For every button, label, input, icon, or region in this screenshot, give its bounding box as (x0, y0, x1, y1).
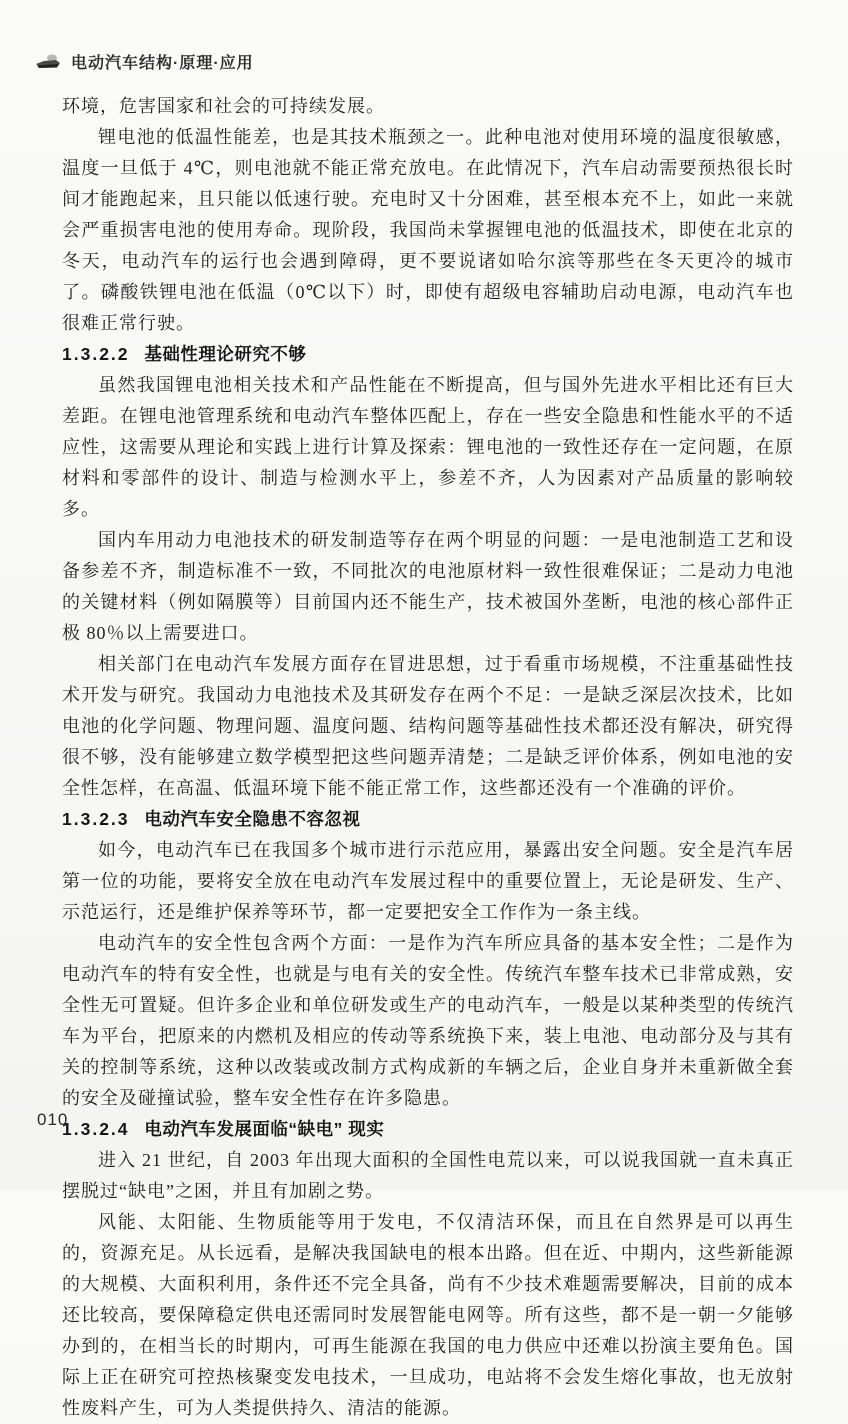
body-paragraph: 锂电池的低温性能差，也是其技术瓶颈之一。此种电池对使用环境的温度很敏感，温度一旦低于 4℃，则电池就不能正常充放电。在此情况下，汽车启动需要预热很长时间才能跑起来，且只能以低速行驶。充电时又十分困难，甚至根本充不上，如此一来就会严重损害电池的使用寿命。现阶段，我国尚未掌握锂电池的低温技术，即使在北京的冬天，电动汽车的运行也会遇到障碍，更不要说诸如哈尔滨等那些在冬天更冷的城市了。磷酸铁锂电池在低温（0℃以下）时，即使有超级电容辅助启动电源，电动汽车也很难正常行驶。 (62, 127, 794, 333)
book-title: 电动汽车结构·原理·应用 (71, 55, 254, 72)
section-number: 1.3.2.3 (62, 809, 130, 829)
body-paragraph: 如今，电动汽车已在我国多个城市进行示范应用，暴露出安全问题。安全是汽车居第一位的功能，要将安全放在电动汽车发展过程中的重要位置上，无论是研发、生产、示范运行，还是维护保养等环节，都一定要把安全工作作为一条主线。 (62, 840, 794, 922)
running-head (34, 50, 254, 73)
section-heading-1-3-2-4 (62, 1114, 794, 1145)
section-title: 电动汽车发展面临“缺电” 现实 (144, 1119, 385, 1139)
body-paragraph: 虽然我国锂电池相关技术和产品性能在不断提高，但与国外先进水平相比还有巨大差距。在锂电池管理系统和电动汽车整体匹配上，存在一些安全隐患和性能水平的不适应性，这需要从理论和实践上进行计算及探索：锂电池的一致性还存在一定问题，在原材料和零部件的设计、制造与检测水平上，参差不齐，人为因素对产品质量的影响较多。 (62, 375, 794, 519)
body-paragraph: 风能、太阳能、生物质能等用于发电，不仅清洁环保，而且在自然界是可以再生的，资源充足。从长远看，是解决我国缺电的根本出路。但在近、中期内，这些新能源的大规模、大面积利用，条件还不完全具备，尚有不少技术难题需要解决，目前的成本还比较高，要保障稳定供电还需同时发展智能电网等。所有这些，都不是一朝一夕能够办到的，在相当长的时期内，可再生能源在我国的电力供应中还难以扮演主要角色。国际上正在研究可控热核聚变发电技术，一旦成功，电站将不会发生熔化事故，也无放射性废料产生，可为人类提供持久、清洁的能源。 (62, 1212, 794, 1418)
body-paragraph: 进入 21 世纪，自 2003 年出现大面积的全国性电荒以来，可以说我国就一直未真正摆脱过“缺电”之困，并且有加剧之势。 (62, 1150, 794, 1201)
body-paragraph: 相关部门在电动汽车发展方面存在冒进思想，过于看重市场规模，不注重基础性技术开发与研究。我国动力电池技术及其研发存在两个不足：一是缺乏深层次技术，比如电池的化学问题、物理问题、温度问题、结构问题等基础性技术都还没有解决，研究得很不够，没有能够建立数学模型把这些问题弄清楚；二是缺乏评价体系，例如电池的安全性怎样，在高温、低温环境下能不能正常工作，这些都还没有一个准确的评价。 (62, 654, 794, 798)
section-heading-1-3-2-2 (62, 339, 794, 370)
page-body-text (62, 91, 794, 1424)
section-number: 1.3.2.2 (62, 344, 130, 364)
body-paragraph: 国内车用动力电池技术的研发制造等存在两个明显的问题：一是电池制造工艺和设备参差不齐，制造标准不一致，不同批次的电池原材料一致性很难保证；二是动力电池的关键材料（例如隔膜等）目前国内还不能生产，技术被国外垄断，电池的核心部件正极 80％以上需要进口。 (62, 530, 794, 643)
section-title: 基础性理论研究不够 (144, 344, 307, 364)
section-number: 1.3.2.4 (62, 1119, 130, 1139)
section-title: 电动汽车安全隐患不容忽视 (144, 809, 361, 829)
body-paragraph: 环境，危害国家和社会的可持续发展。 (62, 96, 385, 116)
body-paragraph: 电动汽车的安全性包含两个方面：一是作为汽车所应具备的基本安全性；二是作为电动汽车的特有安全性，也就是与电有关的安全性。传统汽车整车技术已非常成熟，安全性无可置疑。但许多企业和单位研发或生产的电动汽车，一般是以某种类型的传统汽车为平台，把原来的内燃机及相应的传动等系统换下来，装上电池、电动部分及与其有关的控制等系统，这种以改装或改制方式构成新的车辆之后，企业自身并未重新做全套的安全及碰撞试验，整车安全性存在许多隐患。 (62, 933, 794, 1108)
publisher-mark-icon (34, 53, 62, 71)
page-number: 010 (37, 1110, 69, 1129)
section-heading-1-3-2-3 (62, 804, 794, 835)
